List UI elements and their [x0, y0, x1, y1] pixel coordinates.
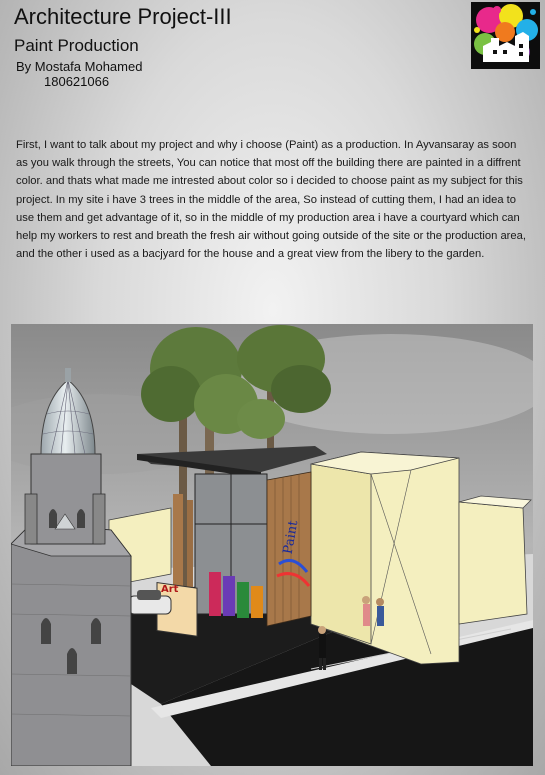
paint-splash-logo-icon [471, 2, 540, 69]
page-subtitle: Paint Production [14, 36, 139, 55]
author-name: By Mostafa Mohamed [16, 59, 143, 74]
project-render-image [11, 324, 533, 766]
paint-splash-logo [471, 2, 540, 69]
architectural-render [11, 324, 533, 766]
art-shop-sign: Art [161, 584, 179, 595]
intro-paragraph: First, I want to talk about my project and why i choose (Paint) as a production. In Ayvansaray as soon as you walk through the streets, You can notice that most off the building there are painted in a diffrent color. and thats what made me intrested about color so i decided to choose paint as my subject for this project. In my site i have 3 trees in the middle of the area, So instead of cutting them, I had an idea to use them and get advantage of it, so in the middle of my production area i have a courtyard which can help my workers to rest and breath the fresh air without going outside of the site or the production area, and the other i used as a bacjyard for the house and a great view from the libery to the garden. [16, 139, 526, 261]
student-id: 180621066 [44, 74, 110, 89]
page-title: Architecture Project-III [14, 4, 232, 29]
paint-sign: Paint [280, 519, 302, 556]
